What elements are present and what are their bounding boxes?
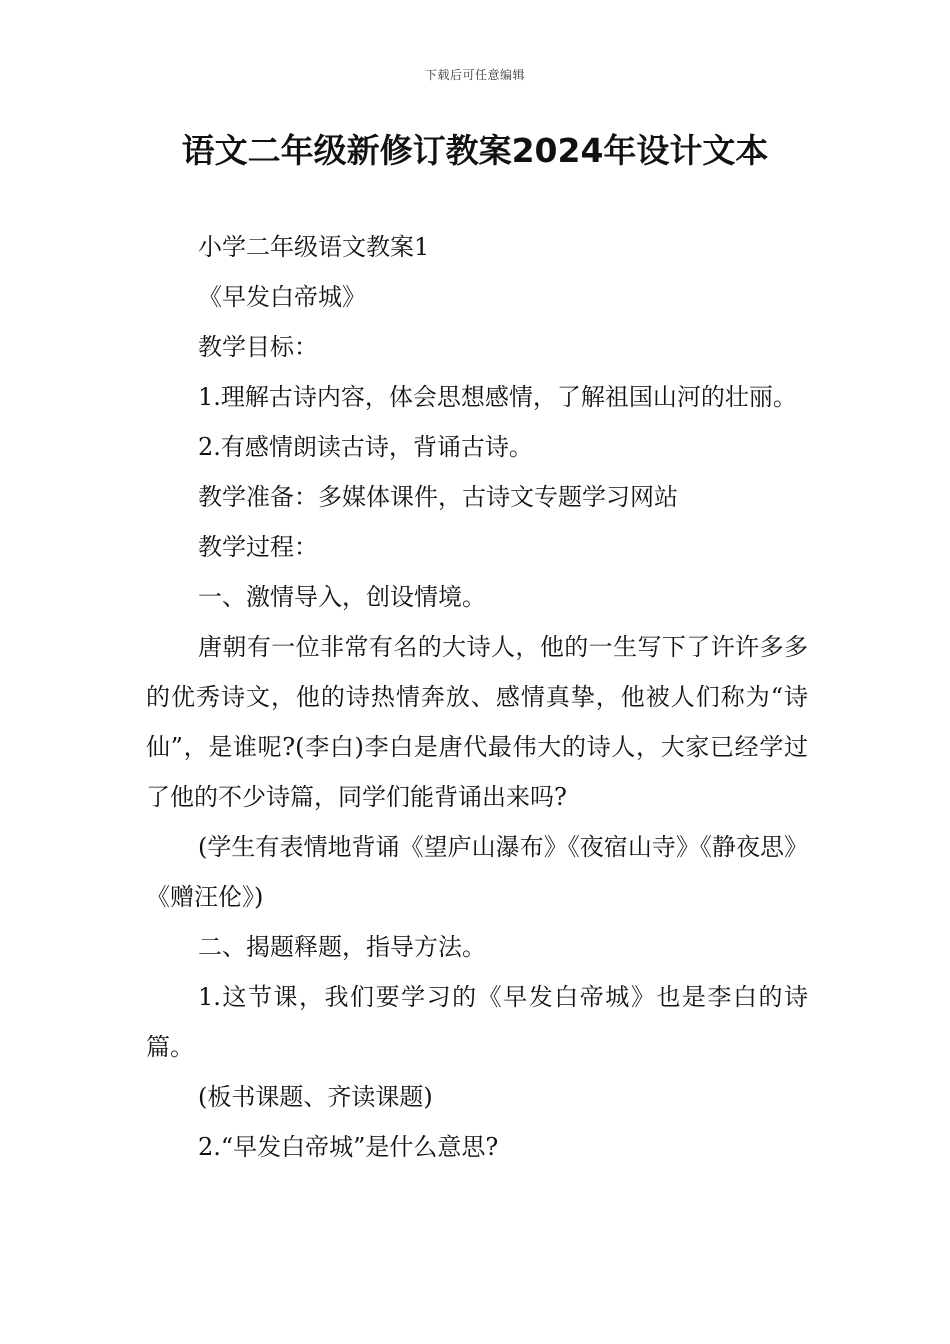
paragraph: 二、揭题释题，指导方法。 xyxy=(198,933,486,961)
paragraph: 教学过程： xyxy=(198,533,318,561)
document-title: 语文二年级新修订教案2024年设计文本 xyxy=(181,131,769,170)
paragraph: 2.“早发白帝城”是什么意思? xyxy=(198,1133,499,1161)
paragraph: 1.这节课，我们要学习的《早发白帝城》也是李白的诗篇。 xyxy=(146,983,808,1061)
paragraph: (学生有表情地背诵《望庐山瀑布》《夜宿山寺》《静夜思》《赠汪伦》) xyxy=(146,833,808,911)
paragraph: 一、激情导入，创设情境。 xyxy=(198,583,486,611)
paragraph: 小学二年级语文教案1 xyxy=(198,233,430,261)
paragraph: (板书课题、齐读课题) xyxy=(198,1083,433,1111)
paragraph: 2.有感情朗读古诗，背诵古诗。 xyxy=(198,433,533,461)
paragraph: 唐朝有一位非常有名的大诗人，他的一生写下了许许多多的优秀诗文，他的诗热情奔放、感情真挚，他被人们称为“诗仙”，是谁呢?(李白)李白是唐代最伟大的诗人，大家已经学过了他的不少诗篇，同学们能背诵出来吗? xyxy=(146,633,808,811)
paragraph: 1.理解古诗内容，体会思想感情，了解祖国山河的壮丽。 xyxy=(198,383,797,411)
paragraph: 《早发白帝城》 xyxy=(198,283,366,311)
paragraph: 教学准备：多媒体课件，古诗文专题学习网站 xyxy=(198,483,678,511)
header-note: 下载后可任意编辑 xyxy=(424,68,525,82)
paragraph: 教学目标： xyxy=(198,333,318,361)
document-body xyxy=(146,222,808,1172)
